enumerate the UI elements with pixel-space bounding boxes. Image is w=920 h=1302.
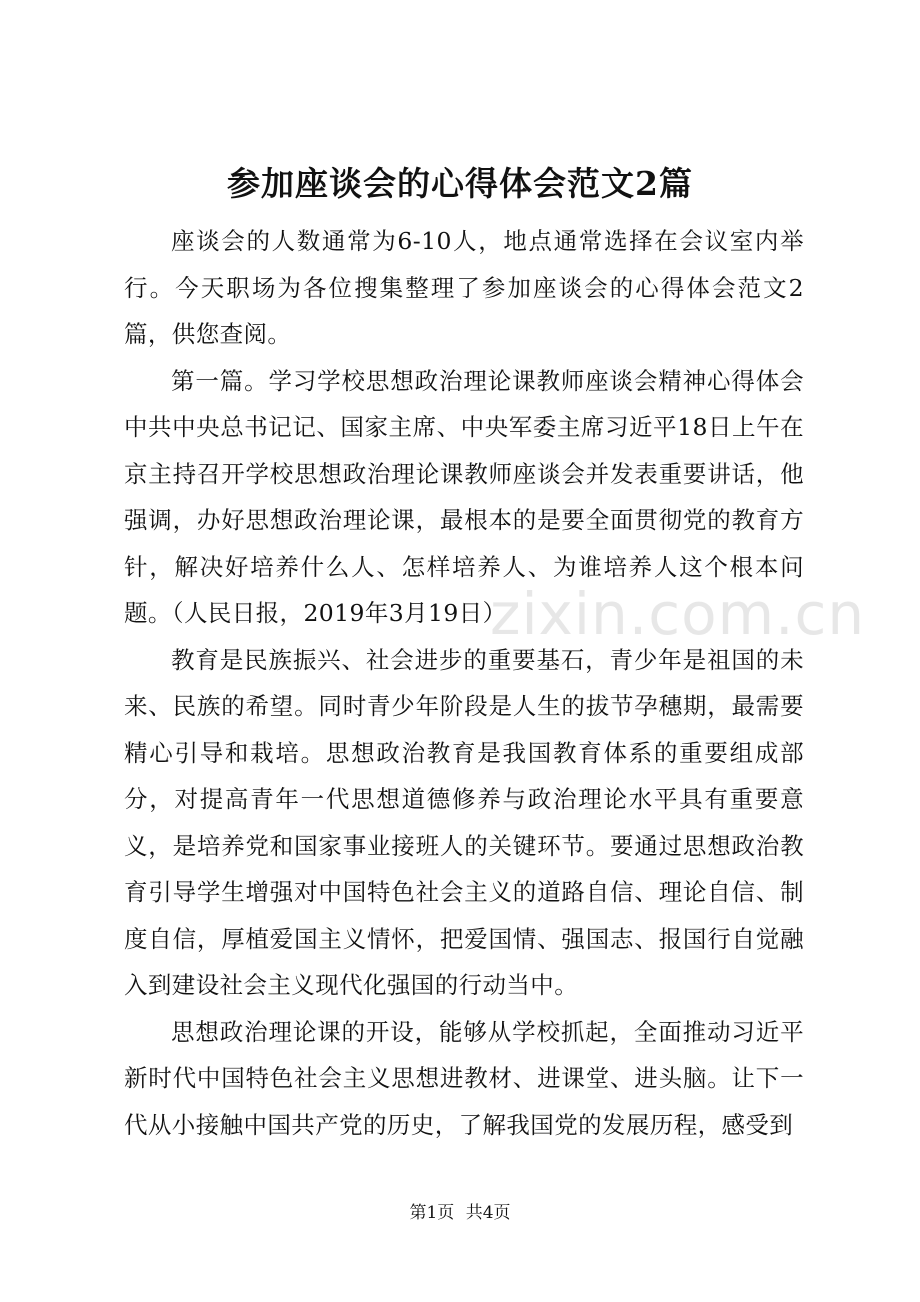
education-paragraph: 教育是民族振兴、社会进步的重要基石，青少年是祖国的未来、民族的希望。同时青少年阶段是人生的拔节孕穗期，最需要精心引导和栽培。思想政治教育是我国教育体系的重要组成部分，对提高青年一代思想道德修养与政治理论水平具有重要意义，是培养党和国家事业接班人的关键环节。要通过思想政治教育引导学生增强对中国特色社会主义的道路自信、理论自信、制度自信，厚植爱国主义情怀，把爱国情、强国志、报国行自觉融入到建设社会主义现代化强国的行动当中。 bbox=[124, 645, 804, 999]
page-footer bbox=[0, 1201, 920, 1225]
intro-paragraph: 座谈会的人数通常为6-10人，地点通常选择在会议室内举行。今天职场为各位搜集整理了参加座谈会的心得体会范文2篇，供您查阅。 bbox=[124, 227, 804, 348]
page-total: 共4页 bbox=[465, 1203, 511, 1223]
course-paragraph: 思想政治理论课的开设，能够从学校抓起，全面推动习近平新时代中国特色社会主义思想进教材、进课堂、进头脑。让下一代从小接触中国共产党的历史，了解我国党的发展历程，感受到 bbox=[124, 1017, 804, 1139]
section-one-paragraph: 第一篇。学习学校思想政治理论课教师座谈会精神心得体会中共中央总书记记、国家主席、中央军委主席习近平18日上午在京主持召开学校思想政治理论课教师座谈会并发表重要讲话，他强调，办好思想政治理论课，最根本的是要全面贯彻党的教育方针，解决好培养什么人、怎样培养人、为谁培养人这个根本问题。（人民日报，2019年3月19日） bbox=[124, 366, 804, 627]
page-number: 第1页 bbox=[409, 1203, 455, 1223]
document-title: 参加座谈会的心得体会范文2篇 bbox=[227, 164, 693, 203]
document-body bbox=[124, 218, 804, 1148]
site-watermark: zixin.com.cn bbox=[490, 580, 866, 648]
